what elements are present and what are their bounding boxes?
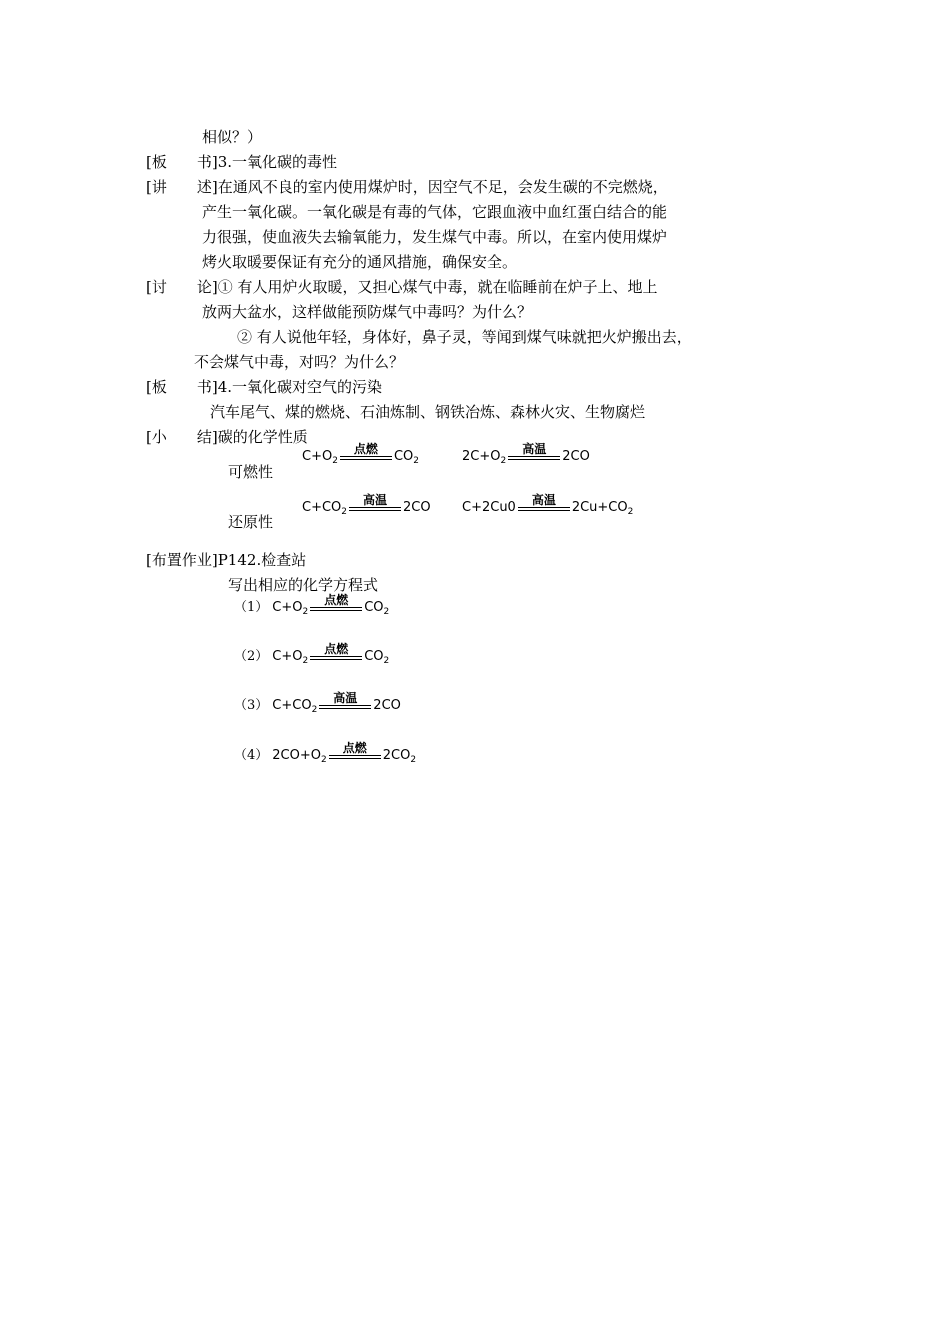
equation-number: （3） bbox=[234, 698, 269, 713]
double-line-icon bbox=[310, 656, 362, 660]
homework-heading bbox=[146, 550, 306, 570]
board-heading-pollution bbox=[146, 377, 382, 397]
section-tag: [讨 论] bbox=[146, 278, 218, 296]
text-line: 产生一氧化碳。一氧化碳是有毒的气体，它跟血液中血红蛋白结合的能 bbox=[202, 203, 668, 221]
section-tag: [布置作业] bbox=[146, 551, 218, 569]
reaction-condition: 高温 bbox=[363, 493, 388, 507]
reaction-arrow bbox=[310, 642, 362, 660]
products-formula: CO bbox=[364, 649, 384, 664]
products-subscript: 2 bbox=[413, 456, 419, 466]
lecture-paragraph-start bbox=[146, 177, 668, 197]
double-line-icon bbox=[508, 456, 560, 460]
reactants-subscript: 2 bbox=[332, 456, 338, 466]
section-text: ① 有人用炉火取暖，又担心煤气中毒，就在临睡前在炉子上、地上 bbox=[217, 278, 658, 296]
products-formula: 2CO bbox=[373, 698, 401, 713]
reactants-formula: C+O bbox=[302, 449, 333, 464]
homework-equation-3 bbox=[234, 691, 401, 715]
products-formula: 2CO bbox=[562, 449, 590, 464]
reaction-condition: 点燃 bbox=[324, 642, 349, 656]
reactants bbox=[272, 649, 308, 664]
reaction-condition: 高温 bbox=[333, 691, 358, 705]
products bbox=[403, 500, 431, 515]
reactants bbox=[272, 748, 326, 763]
section-text: 3.一氧化碳的毒性 bbox=[217, 153, 338, 171]
products-formula: 2CO bbox=[382, 748, 411, 763]
reaction-arrow bbox=[329, 741, 381, 759]
products-formula: CO bbox=[364, 600, 384, 615]
equation-number: （1） bbox=[234, 600, 269, 615]
discussion-question-2: ② 有人说他年轻，身体好，鼻子灵，等闻到煤气味就把火炉搬出去， bbox=[237, 328, 692, 346]
reactants-formula: C+O bbox=[272, 600, 303, 615]
reactants-subscript: 2 bbox=[302, 607, 309, 617]
text-line: 相似？） bbox=[202, 128, 263, 146]
homework-instruction: 写出相应的化学方程式 bbox=[228, 576, 379, 594]
summary-heading bbox=[146, 427, 308, 447]
reactants-formula: 2CO+O bbox=[272, 748, 321, 763]
equation-1 bbox=[302, 442, 419, 466]
section-text: P142.检查站 bbox=[217, 551, 307, 569]
section-text: 碳的化学性质 bbox=[217, 428, 308, 446]
text-line: 不会煤气中毒，对吗？为什么？ bbox=[194, 353, 405, 371]
reactants-formula: C+CO bbox=[302, 500, 342, 515]
reactants bbox=[462, 449, 506, 464]
products-subscript: 2 bbox=[383, 656, 390, 666]
products bbox=[394, 449, 419, 464]
products bbox=[373, 698, 401, 713]
homework-equation-1 bbox=[234, 593, 390, 617]
products bbox=[364, 649, 389, 664]
board-heading-toxicity bbox=[146, 152, 337, 172]
products bbox=[562, 449, 590, 464]
section-tag: [板 书] bbox=[146, 153, 218, 171]
reactants-subscript: 2 bbox=[341, 507, 348, 517]
reactants-formula: C+2Cu0 bbox=[462, 500, 516, 515]
reaction-condition: 点燃 bbox=[342, 741, 367, 755]
reactants bbox=[462, 500, 516, 515]
reaction-condition: 点燃 bbox=[324, 593, 349, 607]
reactants bbox=[272, 698, 317, 713]
products bbox=[572, 500, 634, 515]
property-reducibility: 还原性 bbox=[228, 513, 274, 531]
reactants bbox=[272, 600, 308, 615]
reactants-subscript: 2 bbox=[311, 705, 318, 715]
double-line-icon bbox=[340, 456, 392, 460]
products-subscript: 2 bbox=[383, 607, 390, 617]
section-text: 4.一氧化碳对空气的污染 bbox=[217, 378, 383, 396]
section-tag: [板 书] bbox=[146, 378, 218, 396]
products bbox=[383, 748, 416, 763]
reaction-arrow bbox=[319, 691, 371, 709]
products-formula: 2CO bbox=[403, 500, 431, 515]
text-line: 烤火取暖要保证有充分的通风措施，确保安全。 bbox=[202, 253, 518, 271]
pollution-sources: 汽车尾气、煤的燃烧、石油炼制、钢铁冶炼、森林火灾、生物腐烂 bbox=[210, 403, 646, 421]
reaction-condition: 高温 bbox=[531, 493, 556, 507]
section-tag: [小 结] bbox=[146, 428, 218, 446]
products-formula: CO bbox=[393, 449, 414, 464]
property-combustibility: 可燃性 bbox=[228, 463, 274, 481]
double-line-icon bbox=[329, 755, 381, 759]
reaction-arrow bbox=[340, 442, 392, 460]
homework-equation-2 bbox=[234, 642, 390, 666]
double-line-icon bbox=[310, 607, 362, 611]
products bbox=[364, 600, 389, 615]
text-line: 力很强，使血液失去输氧能力，发生煤气中毒。所以，在室内使用煤炉 bbox=[202, 228, 668, 246]
reactants bbox=[302, 500, 347, 515]
double-line-icon bbox=[518, 507, 570, 511]
reactants bbox=[302, 449, 338, 464]
reactants-formula: C+CO bbox=[272, 698, 312, 713]
section-text: 在通风不良的室内使用煤炉时，因空气不足，会发生碳的不完燃烧， bbox=[217, 178, 668, 196]
reaction-arrow bbox=[349, 493, 401, 511]
reaction-condition: 点燃 bbox=[353, 442, 378, 456]
reactants-subscript: 2 bbox=[500, 456, 507, 466]
equation-4 bbox=[462, 493, 634, 517]
homework-equation-4 bbox=[234, 741, 417, 765]
equation-2 bbox=[462, 442, 590, 466]
products-subscript: 2 bbox=[627, 507, 634, 517]
discussion-question-1 bbox=[146, 277, 658, 297]
double-line-icon bbox=[349, 507, 401, 511]
text-line: 放两大盆水，这样做能预防煤气中毒吗？为什么？ bbox=[202, 303, 533, 321]
reactants-subscript: 2 bbox=[302, 656, 309, 666]
reactants-subscript: 2 bbox=[321, 755, 327, 765]
products-subscript: 2 bbox=[410, 755, 417, 765]
products-formula: 2Cu+CO bbox=[571, 500, 628, 515]
equation-3 bbox=[302, 493, 431, 517]
equation-number: （4） bbox=[234, 748, 269, 763]
reaction-condition: 高温 bbox=[522, 442, 547, 456]
reactants-formula: 2C+O bbox=[462, 449, 501, 464]
reaction-arrow bbox=[518, 493, 570, 511]
reactants-formula: C+O bbox=[272, 649, 303, 664]
section-tag: [讲 述] bbox=[146, 178, 218, 196]
double-line-icon bbox=[319, 705, 371, 709]
reaction-arrow bbox=[310, 593, 362, 611]
reaction-arrow bbox=[508, 442, 560, 460]
equation-number: （2） bbox=[234, 649, 269, 664]
